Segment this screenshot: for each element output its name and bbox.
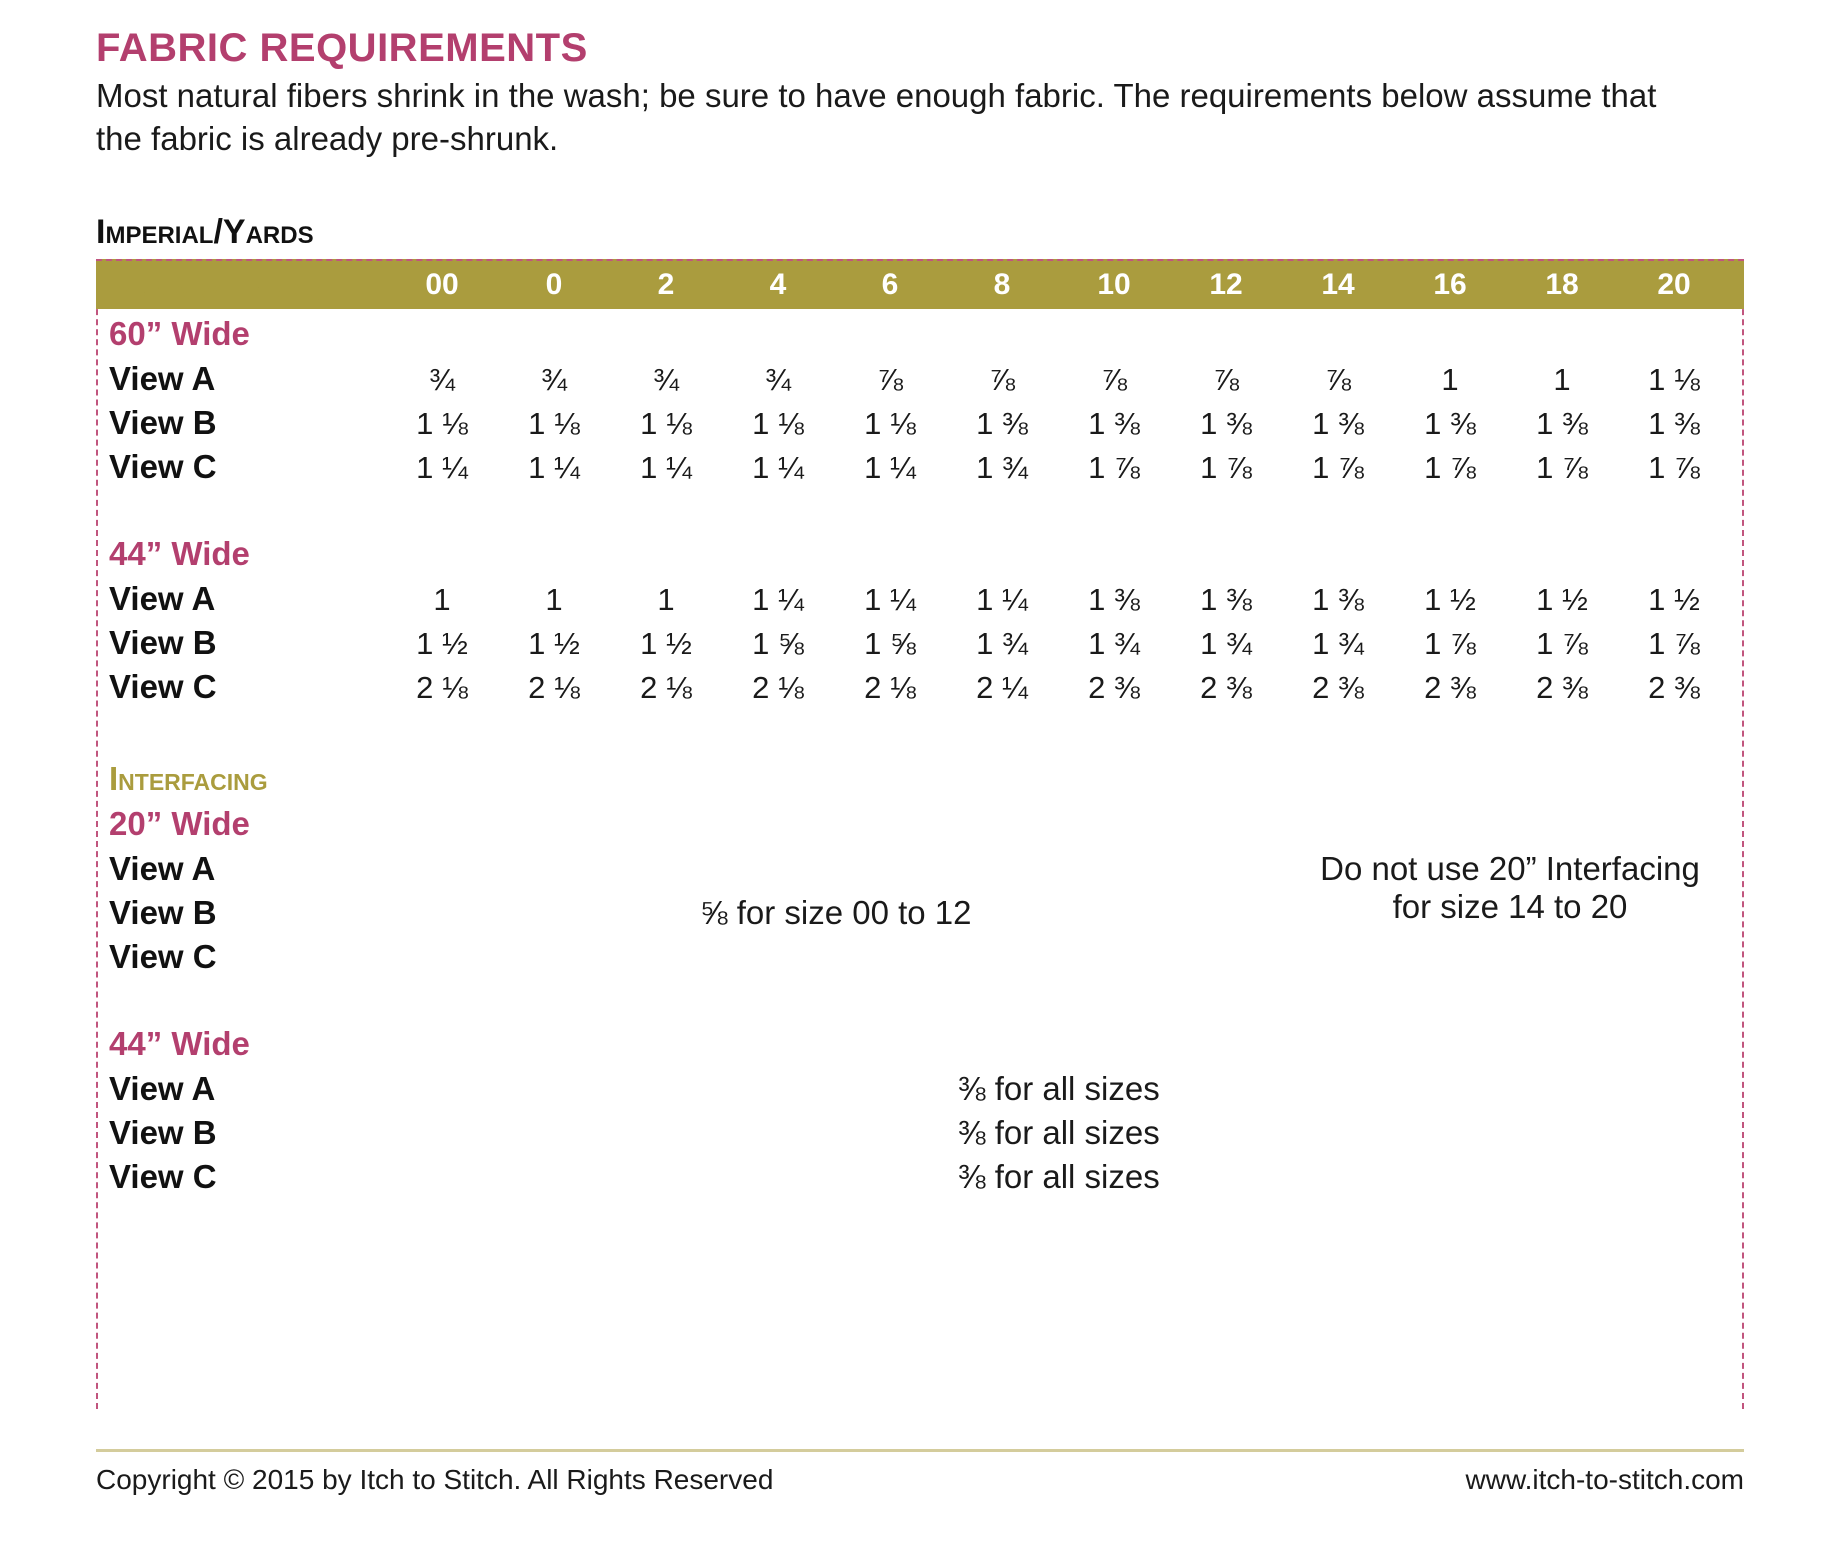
table-cell: 1 ½: [1536, 582, 1588, 617]
table-cell: 1 ⅜: [1648, 406, 1700, 441]
table-cell: 1 ⅜: [1088, 582, 1140, 617]
table-cell: ⅞: [1213, 362, 1239, 397]
table-cell: 1 ⅝: [864, 626, 916, 661]
table-cell: 1 ¾: [976, 450, 1028, 485]
table-cell: 2 ⅜: [1536, 670, 1588, 705]
size-header-14: 14: [1321, 268, 1355, 301]
interfacing-44-note-view-a: ⅜ for all sizes: [958, 1070, 1160, 1107]
table-cell: 1: [433, 582, 451, 617]
table-cell: 1 ⅜: [976, 406, 1028, 441]
table-cell: 1 ⅞: [1536, 450, 1588, 485]
intro-line-1: Most natural fibers shrink in the wash; be sure to have enough fabric. The requirements below assume that: [96, 77, 1657, 114]
primary-44-row-view-b: View B: [109, 624, 217, 661]
intro-text: [96, 74, 1736, 160]
interfacing-44-row-view-c: View C: [109, 1158, 217, 1195]
table-cell: 1 ¼: [640, 450, 692, 485]
table-cell: 1 ⅛: [864, 406, 916, 441]
table-cell: 1 ½: [416, 626, 468, 661]
table-cell: 1 ¾: [1200, 626, 1252, 661]
table-cell: 1 ½: [1424, 582, 1476, 617]
table-cell: 1: [545, 582, 563, 617]
size-header-6: 6: [881, 268, 899, 301]
size-header-18: 18: [1545, 268, 1579, 301]
interfacing-44-note-view-b: ⅜ for all sizes: [958, 1114, 1160, 1151]
table-cell: 1 ½: [528, 626, 580, 661]
table-cell: 1: [1553, 362, 1571, 397]
table-cell: 1 ⅛: [640, 406, 692, 441]
table-cell: 1 ⅞: [1088, 450, 1140, 485]
interfacing-20-note-left: ⅝ for size 00 to 12: [700, 894, 972, 931]
table-cell: 1: [1441, 362, 1459, 397]
width-44-label: 44” Wide: [109, 535, 250, 572]
group-primary-fabric: Primary Fabric: [109, 270, 324, 307]
interfacing-20-note-right: [1300, 850, 1720, 926]
interfacing-width-44-label: 44” Wide: [109, 1025, 250, 1062]
table-cell: 1 ⅝: [752, 626, 804, 661]
primary-44-row-view-a: View A: [109, 580, 216, 617]
table-cell: 1 ⅜: [1536, 406, 1588, 441]
interfacing-20-row-view-b: View B: [109, 894, 217, 931]
interfacing-44-row-view-b: View B: [109, 1114, 217, 1151]
table-cell: 1 ½: [640, 626, 692, 661]
table-cell: ⅞: [877, 362, 903, 397]
table-cell: ⅞: [1101, 362, 1127, 397]
size-header-00: 00: [425, 268, 459, 301]
table-cell: 1 ⅞: [1312, 450, 1364, 485]
footer-website: www.itch-to-stitch.com: [1465, 1464, 1744, 1495]
table-cell: 1 ¼: [976, 582, 1028, 617]
table-cell: 1 ⅜: [1312, 406, 1364, 441]
table-cell: 1 ⅞: [1648, 626, 1700, 661]
table-cell: 1 ¼: [864, 582, 916, 617]
footer-rule: [96, 1449, 1744, 1452]
size-header-12: 12: [1209, 268, 1243, 301]
interfacing-width-20-label: 20” Wide: [109, 805, 250, 842]
table-cell: 2 ⅜: [1648, 670, 1700, 705]
table-cell: 1 ⅛: [1648, 362, 1700, 397]
table-cell: 1 ⅞: [1536, 626, 1588, 661]
table-cell: 1 ½: [1648, 582, 1700, 617]
table-cell: 1 ⅜: [1424, 406, 1476, 441]
interfacing-20-row-view-c: View C: [109, 938, 217, 975]
width-60-label: 60” Wide: [109, 315, 250, 352]
table-cell: 2 ⅜: [1200, 670, 1252, 705]
table-cell: ¾: [541, 362, 567, 397]
table-cell: 1 ⅛: [752, 406, 804, 441]
size-header-10: 10: [1097, 268, 1131, 301]
table-cell: 2 ⅜: [1088, 670, 1140, 705]
interfacing-20-row-view-a: View A: [109, 850, 216, 887]
table-cell: 1 ⅞: [1648, 450, 1700, 485]
table-cell: 2 ¼: [976, 670, 1028, 705]
interfacing-20-note-right-line-2: for size 14 to 20: [1392, 888, 1628, 925]
table-cell: 2 ⅜: [1424, 670, 1476, 705]
page-title: FABRIC REQUIREMENTS: [96, 26, 588, 70]
table-cell: 1 ⅜: [1200, 406, 1252, 441]
size-header-row: [96, 259, 1744, 309]
size-header-0: 0: [545, 268, 563, 301]
size-header-16: 16: [1433, 268, 1467, 301]
table-cell: 2 ⅛: [528, 670, 580, 705]
size-header-2: 2: [657, 268, 675, 301]
primary-44-row-view-c: View C: [109, 668, 217, 705]
table-cell: 1 ¼: [752, 450, 804, 485]
group-interfacing: Interfacing: [109, 760, 268, 797]
table-cell: 2 ⅛: [864, 670, 916, 705]
primary-60-row-view-b: View B: [109, 404, 217, 441]
table-cell: ⅞: [1325, 362, 1351, 397]
intro-line-2: the fabric is already pre-shrunk.: [96, 120, 559, 157]
table-cell: ⅞: [989, 362, 1015, 397]
table-cell: 1 ⅜: [1088, 406, 1140, 441]
table-cell: 2 ⅛: [416, 670, 468, 705]
table-cell: 1 ¼: [752, 582, 804, 617]
table-cell: 2 ⅛: [640, 670, 692, 705]
footer-copyright: Copyright © 2015 by Itch to Stitch. All Rights Reserved: [96, 1464, 774, 1495]
table-cell: ¾: [429, 362, 455, 397]
table-cell: 1 ⅞: [1200, 450, 1252, 485]
table-cell: 2 ⅜: [1312, 670, 1364, 705]
table-cell: 1 ¾: [1088, 626, 1140, 661]
interfacing-44-note-view-c: ⅜ for all sizes: [958, 1158, 1160, 1195]
table-cell: 1 ¼: [528, 450, 580, 485]
section-title: Imperial/Yards: [96, 213, 314, 251]
table-cell: ¾: [653, 362, 679, 397]
table-cell: 1 ⅞: [1424, 626, 1476, 661]
table-cell: 1 ⅜: [1200, 582, 1252, 617]
table-cell: 2 ⅛: [752, 670, 804, 705]
size-header-20: 20: [1657, 268, 1691, 301]
table-cell: 1: [657, 582, 675, 617]
table-cell: ¾: [765, 362, 791, 397]
primary-60-row-view-c: View C: [109, 448, 217, 485]
table-cell: 1 ¼: [416, 450, 468, 485]
interfacing-44-row-view-a: View A: [109, 1070, 216, 1107]
size-header-4: 4: [769, 268, 787, 301]
table-cell: 1 ⅞: [1424, 450, 1476, 485]
table-cell: 1 ⅛: [528, 406, 580, 441]
primary-60-row-view-a: View A: [109, 360, 216, 397]
size-header-8: 8: [993, 268, 1011, 301]
table-cell: 1 ⅜: [1312, 582, 1364, 617]
interfacing-20-note-right-line-1: Do not use 20” Interfacing: [1320, 850, 1700, 887]
table-cell: 1 ¾: [1312, 626, 1364, 661]
table-cell: 1 ¾: [976, 626, 1028, 661]
table-cell: 1 ⅛: [416, 406, 468, 441]
table-cell: 1 ¼: [864, 450, 916, 485]
